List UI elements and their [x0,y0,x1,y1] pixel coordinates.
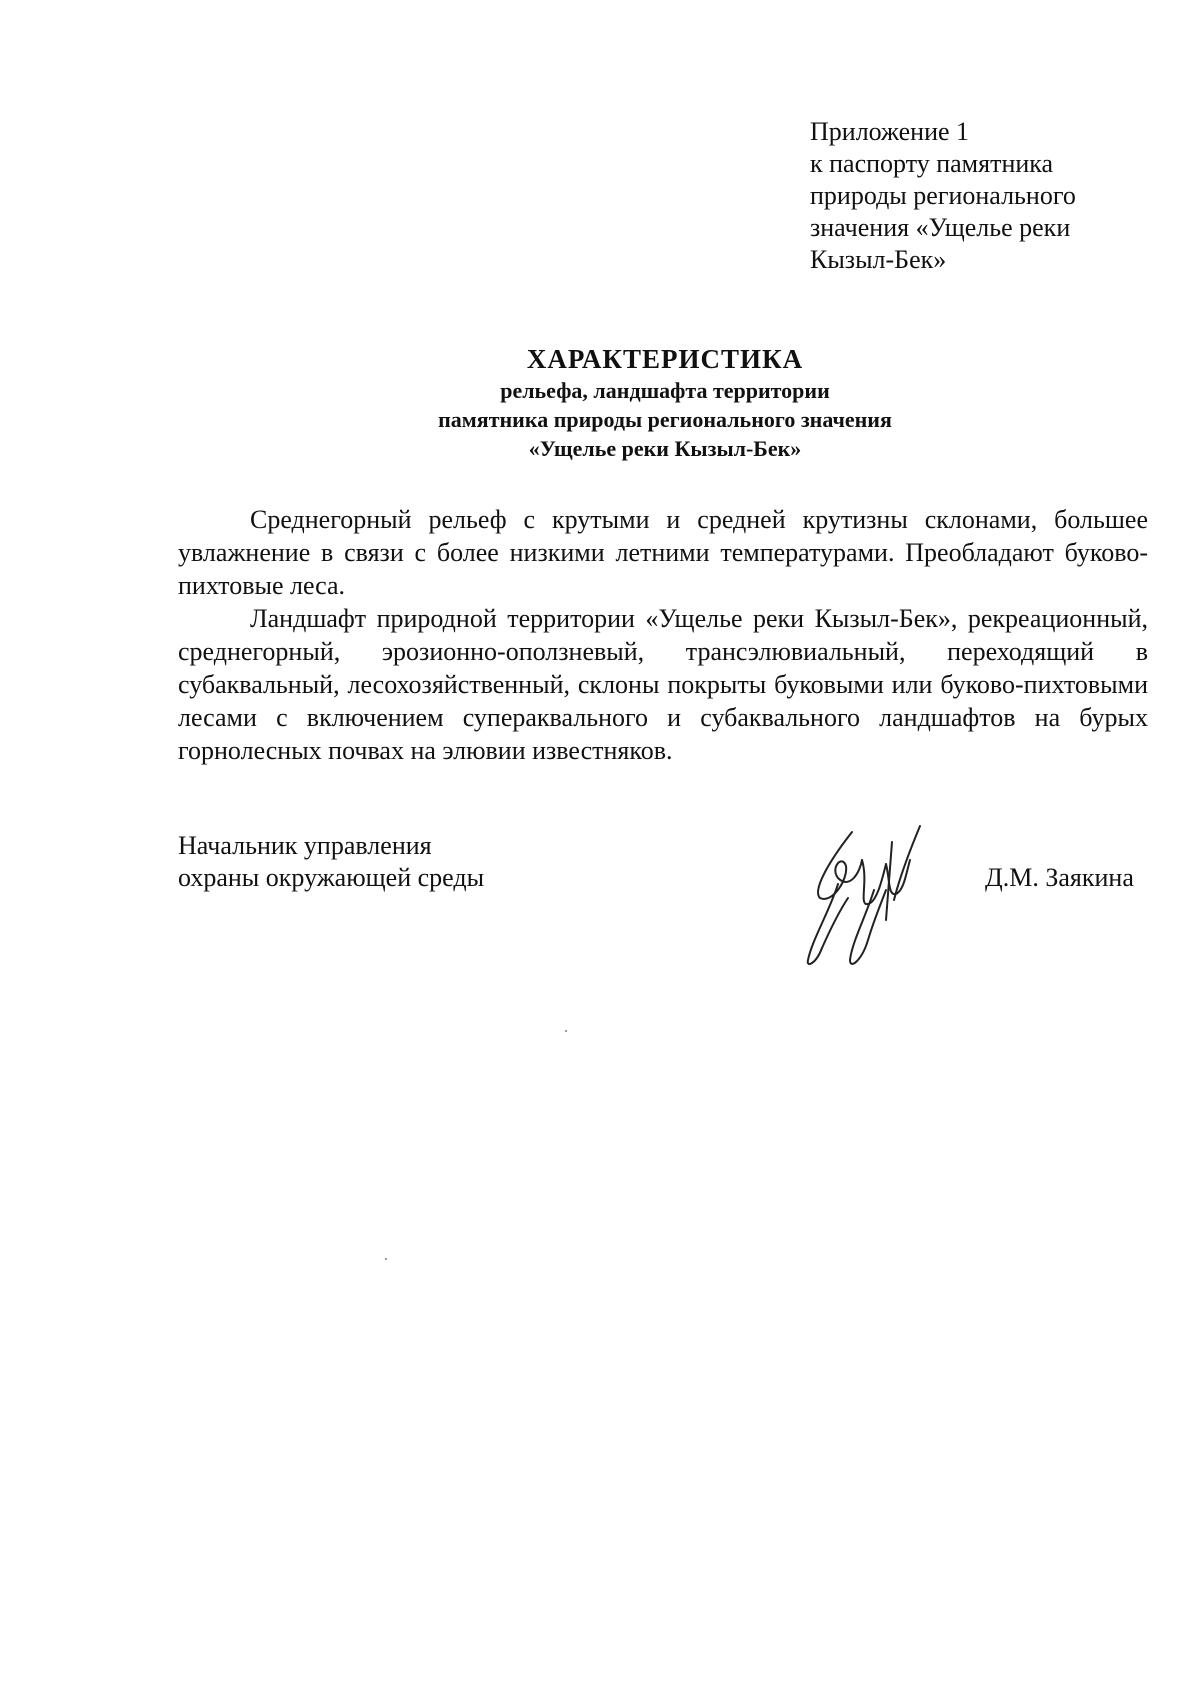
appendix-line: значения «Ущелье реки [810,213,1071,242]
scan-speck [385,1258,387,1260]
signer-position-line: охраны окружающей среды [178,863,485,892]
appendix-note [810,116,1150,276]
document-title: ХАРАКТЕРИСТИКА [526,344,804,374]
appendix-line: Приложение 1 [810,117,970,146]
body-paragraph: Среднегорный рельеф с крутыми и средней крутизны склонами, большее увлажнение в связи с более низкими летними температурами. Преобладают буково-пихтовые леса. [178,505,1148,600]
handwritten-signature [790,820,940,970]
document-subtitle-line: рельефа, ландшафта территории [500,378,830,403]
document-subtitle-line: «Ущелье реки Кызыл-Бек» [528,436,802,461]
appendix-line: Кызыл-Бек» [810,245,947,274]
signer-position-line: Начальник управления [178,831,432,860]
document-body [178,503,1148,767]
document-heading [160,342,1170,463]
appendix-line: к паспорту памятника [810,149,1054,178]
signer-name: Д.М. Заякина [985,863,1134,892]
scan-speck [565,1030,567,1032]
signer-position [178,830,484,894]
body-paragraph: Ландшафт природной территории «Ущелье реки Кызыл-Бек», рекреационный, среднегорный, эрозионно-оползневый, трансэлювиальный, переходящий в субаквальный, лесохозяйственный, склоны покрыты буковыми или буково-пихтовыми лесами с включением супераквального и субаквального ландшафтов на бурых горнолесных почвах на элювии известняков. [178,604,1148,765]
appendix-line: природы регионального [810,181,1076,210]
document-subtitle-line: памятника природы регионального значения [438,407,892,432]
